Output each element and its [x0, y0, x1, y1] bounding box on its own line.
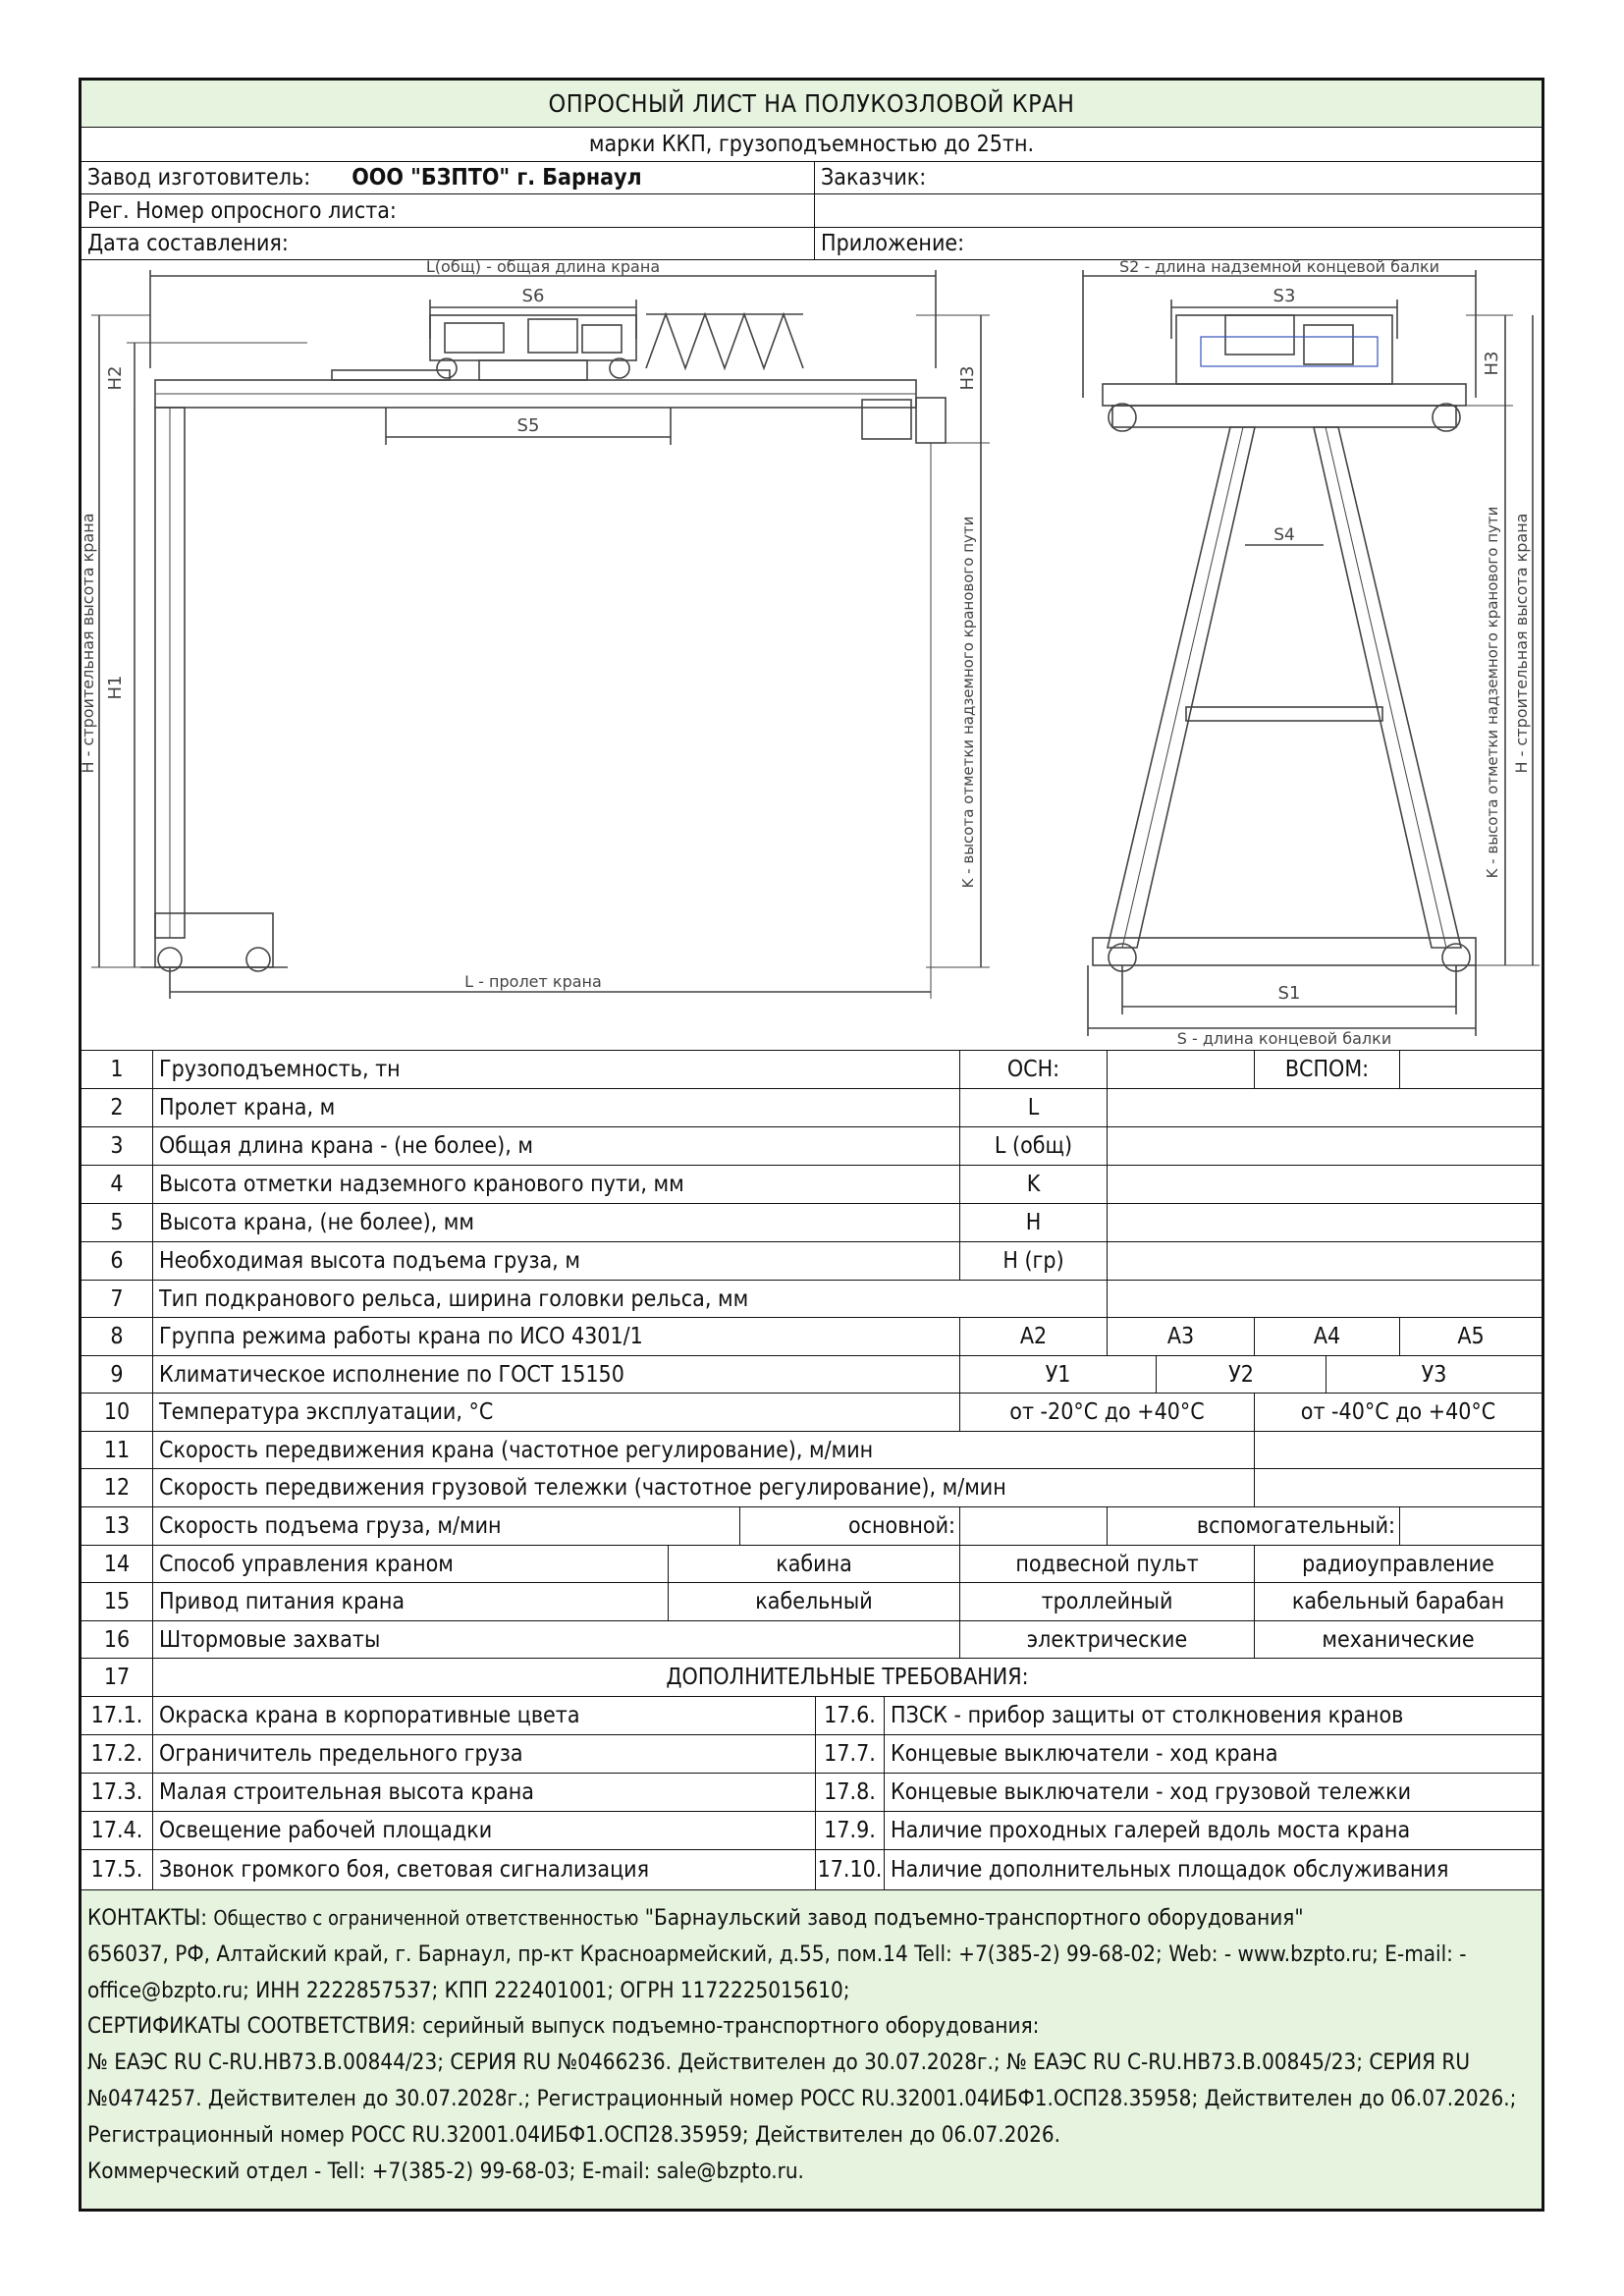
manufacturer-row	[81, 162, 1542, 194]
a-frame-leg-left	[1108, 427, 1255, 948]
capacity-main-value[interactable]	[1107, 1051, 1254, 1088]
truss-left	[646, 314, 803, 368]
table-row: 3 Общая длина крана - (не более), м L (общ)	[81, 1127, 1542, 1166]
span-value[interactable]	[1107, 1089, 1542, 1126]
date-field[interactable]: Дата составления:	[87, 231, 289, 256]
table-row: 1 Грузоподъемность, тн ОСН: ВСПОМ:	[81, 1051, 1542, 1089]
option-temp-40[interactable]: от -40°С до +40°С	[1254, 1394, 1542, 1431]
table-row: 11 Скорость передвижения крана (частотное регулирование), м/мин	[81, 1432, 1542, 1469]
capacity-aux-label: ВСПОМ:	[1254, 1051, 1399, 1088]
option-radio[interactable]: радиоуправление	[1254, 1546, 1542, 1582]
capacity-main-label: ОСН:	[959, 1051, 1107, 1088]
date-row	[81, 228, 1542, 260]
label-k-height-left: K - высота отметки надземного кранового пути	[959, 516, 977, 889]
extra-option[interactable]: Малая строительная высота крана	[152, 1774, 815, 1811]
table-row: 17 ДОПОЛНИТЕЛЬНЫЕ ТРЕБОВАНИЯ:	[81, 1659, 1542, 1697]
main-speed-value[interactable]	[959, 1507, 1107, 1545]
label-s5: S5	[516, 415, 540, 436]
option-pendant[interactable]: подвесной пульт	[959, 1546, 1254, 1582]
bottom-end-beam	[1093, 938, 1476, 965]
sales-contact: Коммерческий отдел - Tell: +7(385-2) 99-68-03; E-mail: sale@bzpto.ru.	[87, 2158, 804, 2184]
company-address: 656037, РФ, Алтайский край, г. Барнаул, пр-кт Красноармейский, д.55, пом.14 Tell: +7(385-2) 99-68-02; Web: - www.bzpto.ru; E-mail: - office@bzpto.ru; ИНН 2222857537; КПП 222401001; ОГРН 1172225015610;	[87, 1941, 1467, 2003]
manufacturer-label: Завод изготовитель: ООО "БЗПТО" г. Барнаул	[87, 165, 642, 191]
main-speed-label: основной:	[739, 1507, 959, 1545]
contacts-label: КОНТАКТЫ:	[87, 1905, 208, 1931]
extra-option[interactable]: Концевые выключатели - ход грузовой тележки	[884, 1774, 1542, 1811]
questionnaire-sheet	[79, 78, 1544, 2212]
table-row: 2 Пролет крана, м L	[81, 1089, 1542, 1127]
label-h3-right: H3	[1482, 351, 1502, 376]
table-row: 8 Группа режима работы крана по ИСО 4301/1 A2 A3 A4 A5	[81, 1318, 1542, 1356]
manufacturer-value: ООО "БЗПТО" г. Барнаул	[352, 165, 642, 191]
reg-row	[81, 194, 1542, 228]
extra-option[interactable]: Звонок громкого боя, световая сигнализация	[152, 1850, 815, 1889]
extra-option[interactable]: Концевые выключатели - ход крана	[884, 1735, 1542, 1773]
label-k-height-right: K - высота отметки надземного кранового пути	[1484, 506, 1501, 879]
title-row	[81, 81, 1542, 128]
rail-type-value[interactable]	[1107, 1281, 1542, 1317]
option-u1[interactable]: У1	[959, 1356, 1156, 1393]
crane-speed-value[interactable]	[1254, 1432, 1542, 1468]
extra-option[interactable]: Ограничитель предельного груза	[152, 1735, 815, 1773]
page-title: ОПРОСНЫЙ ЛИСТ НА ПОЛУКОЗЛОВОЙ КРАН	[548, 89, 1075, 118]
option-trolley-line[interactable]: троллейный	[959, 1583, 1254, 1620]
attachment-field[interactable]: Приложение:	[814, 228, 1542, 259]
label-l-total: L(общ) - общая длина крана	[425, 257, 661, 276]
option-u2[interactable]: У2	[1156, 1356, 1326, 1393]
trolley-speed-value[interactable]	[1254, 1469, 1542, 1506]
option-a3[interactable]: A3	[1107, 1318, 1254, 1355]
aux-speed-label: вспомогательный:	[1107, 1507, 1399, 1545]
table-row: 9 Климатическое исполнение по ГОСТ 15150 У1 У2 У3	[81, 1356, 1542, 1394]
table-row: 15 Привод питания крана кабельный троллейный кабельный барабан	[81, 1583, 1542, 1621]
crane-height-value[interactable]	[1107, 1204, 1542, 1241]
label-h-height-right: H - строительная высота крана	[1512, 513, 1531, 774]
option-a5[interactable]: A5	[1399, 1318, 1542, 1355]
table-row: 17.5. Звонок громкого боя, световая сигнализация 17.10. Наличие дополнительных площадок обслуживания	[81, 1850, 1542, 1890]
label-s: S - длина концевой балки	[1176, 1029, 1392, 1048]
reg-number-value[interactable]	[814, 194, 1542, 227]
table-row: 17.3. Малая строительная высота крана 17.8. Концевые выключатели - ход грузовой тележки	[81, 1774, 1542, 1812]
table-row: 7 Тип подкранового рельса, ширина головки рельса, мм	[81, 1281, 1542, 1318]
option-cable[interactable]: кабельный	[668, 1583, 959, 1620]
subtitle-row	[81, 128, 1542, 162]
label-h-height-left: H - строительная высота крана	[79, 513, 97, 774]
option-electric[interactable]: электрические	[959, 1621, 1254, 1658]
label-h3-left: H3	[957, 365, 978, 391]
label-span: L - пролет крана	[464, 972, 602, 991]
table-row: 10 Температура эксплуатации, °С от -20°С до +40°С от -40°С до +40°С	[81, 1394, 1542, 1432]
customer-field[interactable]: Заказчик:	[814, 162, 1542, 193]
table-row: 13 Скорость подъема груза, м/мин основной: вспомогательный:	[81, 1507, 1542, 1546]
option-a4[interactable]: A4	[1254, 1318, 1399, 1355]
table-row: 16 Штормовые захваты электрические механические	[81, 1621, 1542, 1659]
option-u3[interactable]: У3	[1326, 1356, 1542, 1393]
table-row: 14 Способ управления краном кабина подвесной пульт радиоуправление	[81, 1546, 1542, 1583]
option-a2[interactable]: A2	[959, 1318, 1107, 1355]
option-cable-drum[interactable]: кабельный барабан	[1254, 1583, 1542, 1620]
trolley-left	[430, 315, 636, 360]
crane-drawing	[79, 257, 1542, 1049]
label-s3: S3	[1272, 286, 1296, 306]
label-s6: S6	[521, 286, 545, 306]
contacts-block	[81, 1890, 1542, 2209]
option-mechanical[interactable]: механические	[1254, 1621, 1542, 1658]
company-type: Общество с ограниченной ответственностью	[213, 1906, 639, 1930]
label-h1: H1	[105, 675, 126, 700]
table-row: 5 Высота крана, (не более), мм H	[81, 1204, 1542, 1242]
table-row: 6 Необходимая высота подъема груза, м H (гр)	[81, 1242, 1542, 1281]
lift-height-value[interactable]	[1107, 1242, 1542, 1280]
table-row: 17.4. Освещение рабочей площадки 17.9. Наличие проходных галерей вдоль моста крана	[81, 1812, 1542, 1850]
capacity-aux-value[interactable]	[1399, 1051, 1542, 1088]
cert-intro: серийный выпуск подъемно-транспортного оборудования:	[422, 2013, 1040, 2040]
extra-option[interactable]: Окраска крана в корпоративные цвета	[152, 1697, 815, 1734]
cert-label: СЕРТИФИКАТЫ СООТВЕТСТВИЯ:	[87, 2013, 416, 2040]
table-row: 4 Высота отметки надземного кранового пути, мм K	[81, 1166, 1542, 1204]
label-s1: S1	[1277, 983, 1301, 1004]
option-temp-20[interactable]: от -20°С до +40°С	[959, 1394, 1254, 1431]
total-length-value[interactable]	[1107, 1127, 1542, 1165]
table-row: 17.1. Окраска крана в корпоративные цвета 17.6. ПЗСК - прибор защиты от столкновения кранов	[81, 1697, 1542, 1735]
extra-option[interactable]: Наличие проходных галерей вдоль моста крана	[884, 1812, 1542, 1849]
label-s4: S4	[1273, 525, 1295, 545]
label-h2: H2	[105, 365, 126, 391]
a-frame-leg-right	[1314, 427, 1461, 948]
table-row: 12 Скорость передвижения грузовой тележки (частотное регулирование), м/мин	[81, 1469, 1542, 1507]
drawing-area	[79, 257, 1542, 1051]
label-s2: S2 - длина надземной концевой балки	[1118, 257, 1440, 276]
extra-option[interactable]: Наличие дополнительных площадок обслуживания	[884, 1850, 1542, 1889]
rail-height-value[interactable]	[1107, 1166, 1542, 1203]
table-row: 17.2. Ограничитель предельного груза 17.7. Концевые выключатели - ход крана	[81, 1735, 1542, 1774]
company-name: "Барнаульский завод подъемно-транспортного оборудования"	[644, 1905, 1304, 1931]
page-subtitle: марки ККП, грузоподъемностью до 25тн.	[588, 132, 1035, 157]
aux-speed-value[interactable]	[1399, 1507, 1542, 1545]
option-cabin[interactable]: кабина	[668, 1546, 959, 1582]
reg-number-field[interactable]: Рег. Номер опросного листа:	[87, 197, 397, 224]
cert-list: № ЕАЭС RU C-RU.HB73.B.00844/23; СЕРИЯ RU №0466236. Действителен до 30.07.2028г.; № ЕАЭС RU C-RU.HB73.B.00845/23; СЕРИЯ RU №0474257. Действителен до 30.07.2028г.; Регистрационный номер РОСС RU.32001.04ИБФ1.ОСП28.35958; Действителен до 06.07.2026.; Регистрационный номер РОСС RU.32001.04ИБФ1.ОСП28.35959; Действителен до 06.07.2026.	[87, 2050, 1517, 2148]
extra-option[interactable]: ПЗСК - прибор защиты от столкновения кранов	[884, 1697, 1542, 1734]
extra-option[interactable]: Освещение рабочей площадки	[152, 1812, 815, 1849]
trolley-right	[1176, 315, 1392, 384]
extra-requirements-heading: ДОПОЛНИТЕЛЬНЫЕ ТРЕБОВАНИЯ:	[152, 1659, 1542, 1696]
